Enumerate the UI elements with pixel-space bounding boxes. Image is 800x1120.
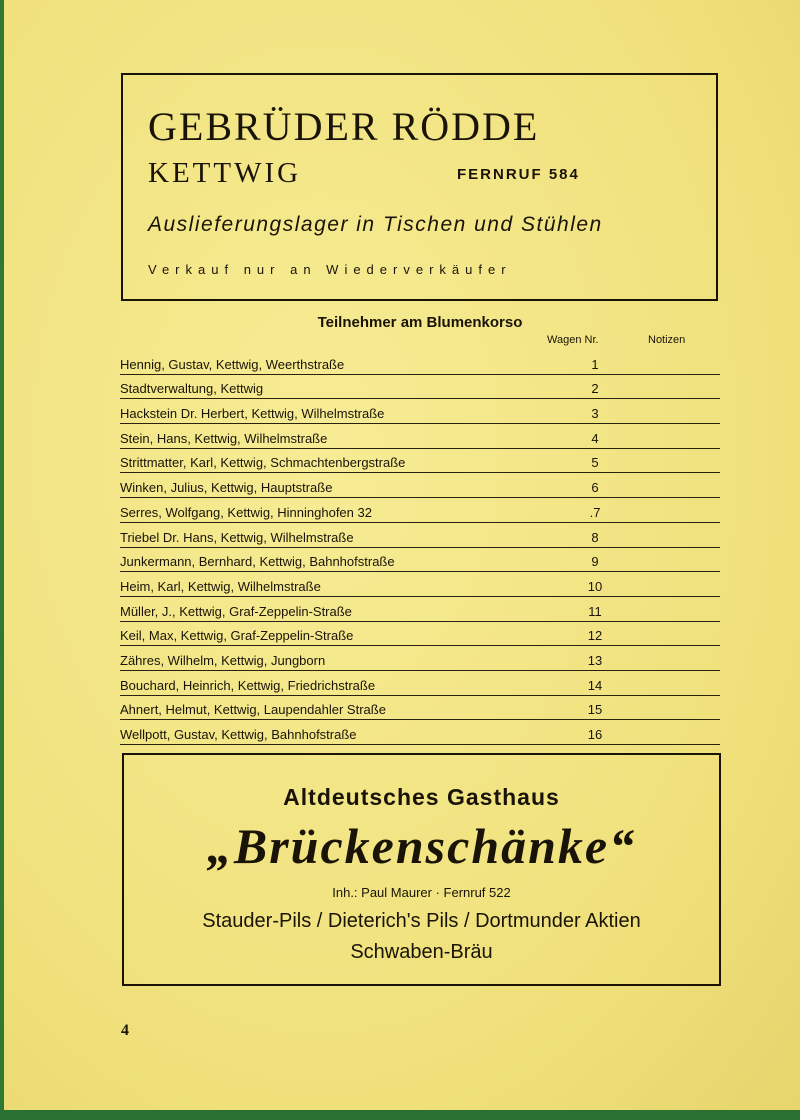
wagon-number: 3 <box>591 406 599 422</box>
participant-name: Wellpott, Gustav, Kettwig, Bahnhofstraße <box>120 727 357 742</box>
wagon-number: 2 <box>591 381 599 397</box>
participant-name: Müller, J., Kettwig, Graf-Zeppelin-Straße <box>120 603 352 619</box>
participant-name: Bouchard, Heinrich, Kettwig, Friedrichstraße <box>120 677 376 693</box>
ad-city: KETTWIG <box>148 157 302 189</box>
wagon-number: 13 <box>587 652 603 668</box>
table-row <box>120 350 720 375</box>
wagon-number: 1 <box>591 356 599 372</box>
column-header-wagen: Wagen Nr. <box>547 334 599 346</box>
participant-name: Hackstein Dr. Herbert, Kettwig, Wilhelmstraße <box>120 406 385 422</box>
wagon-number: 9 <box>591 554 599 570</box>
page-edge-left <box>0 0 4 1120</box>
table-row <box>120 720 720 745</box>
participant-name: Stadtverwaltung, Kettwig <box>120 381 264 397</box>
table-row <box>120 548 720 573</box>
ad-sales-note: Verkauf nur an Wiederverkäufer <box>148 262 512 277</box>
ad-beers: Stauder-Pils / Dieterich's Pils / Dortmunder Aktien <box>202 910 641 932</box>
participant-name: Stein, Hans, Kettwig, Wilhelmstraße <box>120 430 328 446</box>
wagon-number: 14 <box>587 677 603 693</box>
table-row <box>120 449 720 474</box>
participant-name: Winken, Julius, Kettwig, Hauptstraße <box>120 480 333 496</box>
wagon-number: 16 <box>587 727 603 742</box>
participants-list <box>120 350 720 745</box>
table-row <box>120 498 720 523</box>
wagon-number: 8 <box>591 529 599 545</box>
wagon-number: 5 <box>591 455 599 471</box>
page-number: 4 <box>121 1022 129 1039</box>
participant-name: Triebel Dr. Hans, Kettwig, Wilhelmstraße <box>120 529 354 545</box>
table-row <box>120 399 720 424</box>
wagon-number: 6 <box>591 480 599 496</box>
table-row <box>120 572 720 597</box>
ad-brueckenschaenke <box>122 753 721 986</box>
table-row <box>120 696 720 721</box>
participant-name: Hennig, Gustav, Kettwig, Weerthstraße <box>120 356 345 372</box>
table-row <box>120 523 720 548</box>
ad-company-name: GEBRÜDER RÖDDE <box>148 104 540 149</box>
participant-name: Keil, Max, Kettwig, Graf-Zeppelin-Straße <box>120 628 354 644</box>
table-row <box>120 375 720 400</box>
ad-inn-name: „Brückenschänke“ <box>206 818 637 874</box>
participant-name: Ahnert, Helmut, Kettwig, Laupendahler Straße <box>120 702 386 718</box>
table-row <box>120 671 720 696</box>
column-header-notizen: Notizen <box>648 334 686 346</box>
wagon-number: .7 <box>589 504 601 520</box>
participants-title: Teilnehmer am Blumenkorso <box>317 314 523 331</box>
wagon-number: 15 <box>587 702 603 718</box>
table-row <box>120 473 720 498</box>
ad-owner: Inh.: Paul Maurer · Fernruf 522 <box>332 885 511 900</box>
table-row <box>120 424 720 449</box>
wagon-number: 11 <box>588 603 602 619</box>
page-edge-bottom <box>0 1110 800 1120</box>
participant-name: Zähres, Wilhelm, Kettwig, Jungborn <box>120 652 326 668</box>
wagon-number: 4 <box>591 430 599 446</box>
participant-name: Strittmatter, Karl, Kettwig, Schmachtenbergstraße <box>120 455 406 471</box>
table-row <box>120 622 720 647</box>
table-row <box>120 646 720 671</box>
ad-roedde <box>121 73 718 301</box>
wagon-number: 12 <box>587 628 603 644</box>
participant-name: Junkermann, Bernhard, Kettwig, Bahnhofstraße <box>120 554 395 570</box>
ad-beers-2: Schwaben-Bräu <box>350 941 493 963</box>
table-row <box>120 597 720 622</box>
participant-name: Serres, Wolfgang, Kettwig, Hinninghofen 32 <box>120 504 372 520</box>
ad-phone: FERNRUF 584 <box>457 166 580 183</box>
ad-tagline: Auslieferungslager in Tischen und Stühlen <box>148 213 603 236</box>
ad-gasthaus-label: Altdeutsches Gasthaus <box>283 784 560 810</box>
participant-name: Heim, Karl, Kettwig, Wilhelmstraße <box>120 578 321 594</box>
wagon-number: 10 <box>587 578 603 594</box>
